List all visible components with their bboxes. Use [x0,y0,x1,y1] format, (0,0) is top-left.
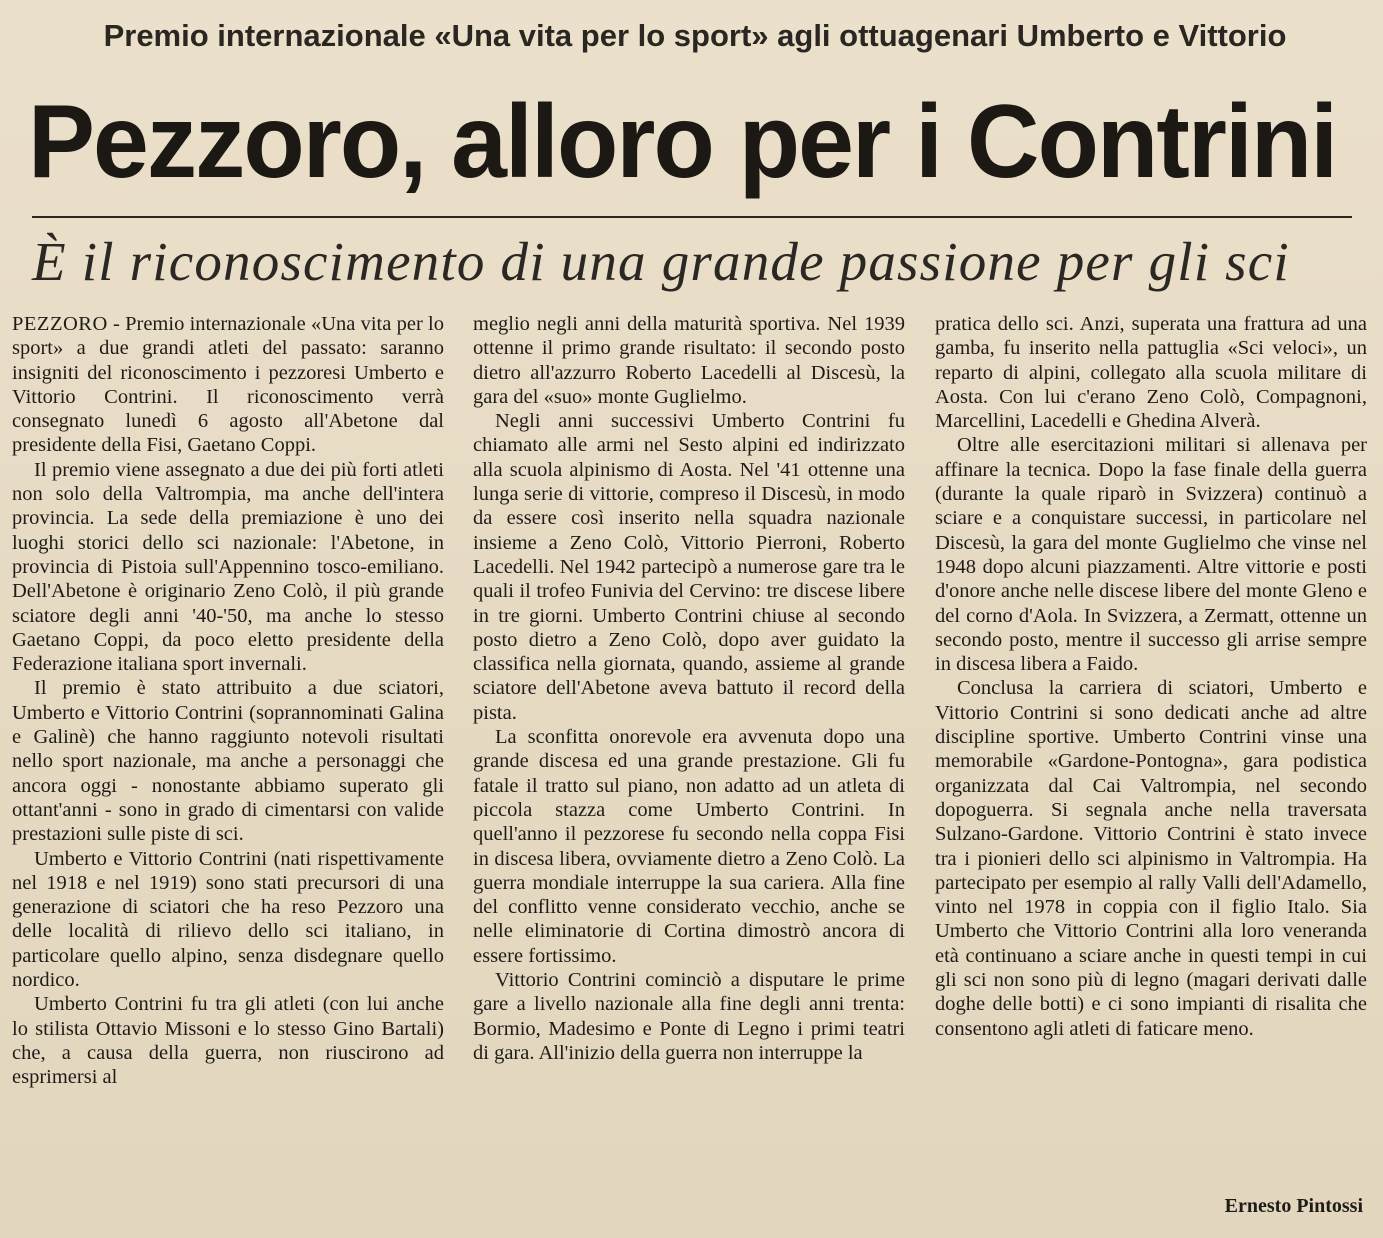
paragraph: Oltre alle esercitazioni militari si allenava per affinare la tecnica. Dopo la fase finale della guerra (durante la quale riparò in Svizzera) continuò a sciare e a conquistare successi, in particolare nel Discesù, la gara del monte Guglielmo che vinse nel 1948 dopo alcuni piazzamenti. Altre vittorie e posti d'onore anche nelle discese libere del monte Gleno e del corno d'Aola. In Svizzera, a Zermatt, ottenne un secondo posto, mentre il successo gli arrise sempre in discesa libera a Faido. [935,434,1367,676]
paragraph-text: - Premio internazionale «Una vita per lo sport» a due grandi atleti del passato: saranno insigniti del riconoscimento i pezzoresi Umberto e Vittorio Contrini. Il riconoscimento verrà consegnato lunedì 6 agosto all'Abetone dal presidente della Fisi, Gaetano Coppi. [12,313,444,457]
paragraph [12,312,444,458]
paragraph: Il premio è stato attribuito a due sciatori, Umberto e Vittorio Contrini (soprannominati Galina e Galinè) che hanno raggiunto notevoli risultati nello sport nazionale, ma anche a personaggi che ancora oggi - nonostante abbiamo superato gli ottant'anni - sono in grado di cimentarsi con valide prestazioni sulle piste di sci. [12,677,444,846]
author-signature: Ernesto Pintossi [1224,1195,1363,1217]
subheadline: È il riconoscimento di una grande passione per gli sci [32,231,1290,292]
paragraph: meglio negli anni della maturità sportiva. Nel 1939 ottenne il primo grande risultato: il secondo posto dietro all'azzurro Roberto Lacedelli al Discesù, la gara del «suo» monte Guglielmo. [473,313,905,408]
paragraph: Vittorio Contrini cominciò a disputare le prime gare a livello nazionale alla fine degli anni trenta: Bormio, Madesimo e Ponte di Legno i primi teatri di gara. All'inizio della guerra non interruppe la [473,969,905,1064]
paragraph: La sconfitta onorevole era avvenuta dopo una grande discesa ed una grande prestazione. Gli fu fatale il tratto sul piano, non adatto ad un atleta di piccola stazza come Umberto Contrini. In quell'anno il pezzorese fu secondo nella coppa Fisi in discesa libera, ovviamente dietro a Zeno Colò. La guerra mondiale interruppe la sua cariera. Alla fine del conflitto venne considerato vecchio, anche se nelle eliminatorie di Cortina dimostrò ancora di essere fortissimo. [473,726,905,967]
paragraph: Negli anni successivi Umberto Contrini fu chiamato alle armi nel Sesto alpini ed indirizzato alla scuola alpinismo di Aosta. Nel '41 ottenne una lunga serie di vittorie, compreso il Discesù, in modo da essere così inserito nella squadra nazionale insieme a Zeno Colò, Vittorio Pierroni, Roberto Lacedelli. Nel 1942 partecipò a numerose gare tra le quali il trofeo Funivia del Cervino: tre discese libere in tre giorni. Umberto Contrini chiuse al secondo posto dietro a Zeno Colò, dopo aver guidato la classifica nella giornata, quando, assieme al grande sciatore dell'Abetone aveva battuto il record della pista. [473,410,905,724]
headline-rule [32,216,1352,218]
paragraph: Conclusa la carriera di sciatori, Umberto e Vittorio Contrini si sono dedicati anche ad altre discipline sportive. Umberto Contrini vinse una memorabile «Gardone-Pontogna», gara podistica organizzata dal Cai Valtrompia, nel secondo dopoguerra. Si segnala anche nella traversata Sulzano-Gardone. Vittorio Contrini è stato invece tra i pionieri dello sci alpinismo in Valtrompia. Ha partecipato per esempio al rally Valli dell'Adamello, vinto nel 1978 in coppia con il figlio Italo. Sia Umberto che Vittorio Contrini alla loro veneranda età continuano a sciare anche in questi tempi in cui gli sci non sono più di legno (magari derivati dalle doghe delle botti) e ci sono impianti di risalita che consentono agli atleti di faticare meno. [935,677,1367,1040]
column-3 [935,312,1367,1041]
column-2 [473,312,905,1065]
paragraph: Il premio viene assegnato a due dei più forti atleti non solo della Valtrompia, ma anche dell'intera provincia. La sede della premiazione è uno dei luoghi storici dello sci nazionale: l'Abetone, in provincia di Pistoia sull'Appennino tosco-emiliano. Dell'Abetone è originario Zeno Colò, il più grande sciatore degli anni '40-'50, ma anche lo stesso Gaetano Coppi, da poco eletto presidente della Federazione italiana sport invernali. [12,458,444,676]
paragraph: pratica dello sci. Anzi, superata una frattura ad una gamba, fu inserito nella pattuglia «Sci veloci», un reparto di alpini, collegato alla scuola militare di Aosta. Con lui c'erano Zeno Colò, Compagnoni, Marcellini, Lacedelli e Ghedina Alverà. [935,313,1367,433]
paragraph: Umberto e Vittorio Contrini (nati rispettivamente nel 1918 e nel 1919) sono stati precursori di una generazione di sciatori che ha reso Pezzoro una delle località di rilievo dello sci italiano, in particolare quello alpino, senza disdegnare quello nordico. [12,847,444,992]
dateline: PEZZORO [12,313,108,335]
headline: Pezzoro, alloro per i Contrini [28,84,1337,200]
column-1 [12,312,444,1090]
kicker: Premio internazionale «Una vita per lo sport» agli ottuagenari Umberto e Vittorio [103,18,1287,53]
paragraph: Umberto Contrini fu tra gli atleti (con lui anche lo stilista Ottavio Missoni e lo stesso Gino Bartali) che, a causa della guerra, non riuscirono ad esprimersi al [12,993,444,1089]
